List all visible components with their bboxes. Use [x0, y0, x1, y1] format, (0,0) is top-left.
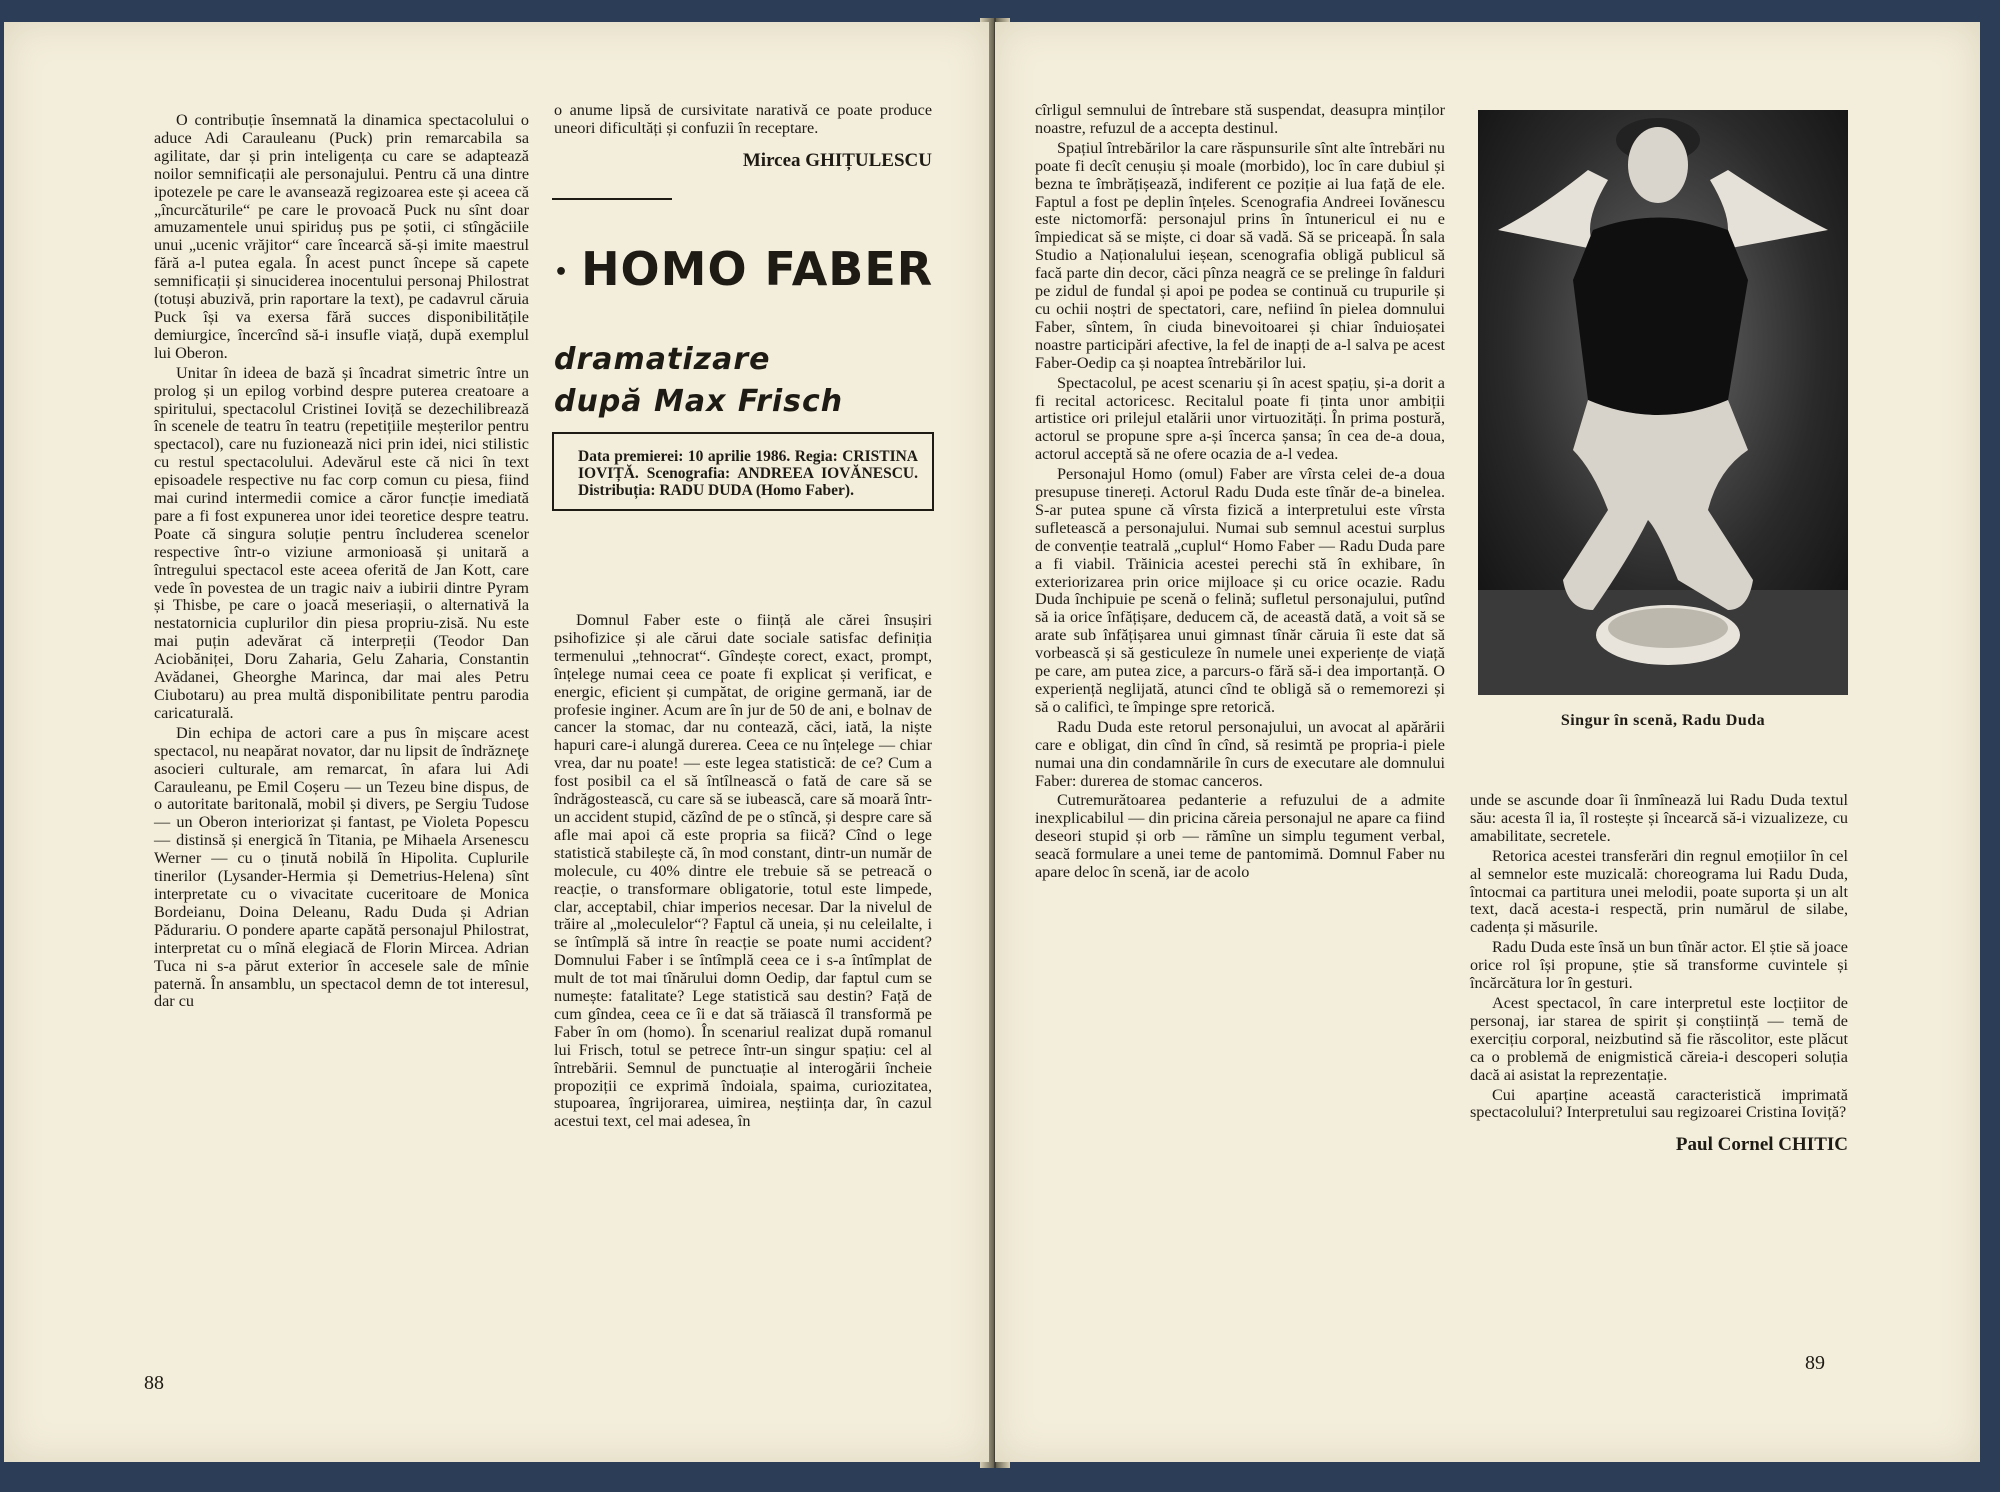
paragraph: Retorica acestei transferări din regnul emoțiilor în cel al semnelor este muzicală: choreograma lui Radu Duda, întocmai ca partitura unei melodii, poate suporta și un alt text, dacă acesta-i respectă, prin numărul de silabe, cadența și măsurile.: [1470, 846, 1848, 937]
left-column-2-body: [554, 612, 932, 1131]
premiere-info-box: [552, 432, 934, 511]
paragraph: O contribuție însemnată la dinamica spectacolului o aduce Adi Carauleanu (Puck) prin remarcabila sa agilitate, dar și prin inteligența cu care se adaptează noilor semnificații ale personajului. Pentru că una dintre ipotezele pe care le avansează regizoarea este și aceea că „încurcăturile“ pe care le provoacă Puck nu sînt doar amuzamentele unui spiriduș pus pe șotii, ci stîngăciile unui „ucenic vrăjitor“ care încearcă să-și imite maestrul fără a-l putea egala. În acest punct începe să capete semnificații și sinuciderea inocentului personaj Philostrat (totuși abuzivă, prin raportare la text), pe cadavrul căruia Puck își va exersa fără succes disponibilitățile demiurgice, încercînd să-i insufle viață, după exemplul lui Oberon.: [154, 111, 529, 362]
right-page: [995, 22, 1980, 1462]
article-subtitle: după Max Frisch: [554, 384, 844, 419]
paragraph: Cutremurătoarea pedanterie a refuzului de a admite inexplicabilul — din pricina căreia personajul ne apare ca fiind deseori stupid și orb — rămîne un simplu tegument verbal, seacă formulare a unei teme de pantomimă. Domnul Faber nu apare deloc în scenă, iar de acolo: [1035, 791, 1445, 882]
left-column-1: [154, 112, 529, 1011]
paragraph: o anume lipsă de cursivitate narativă ce poate produce uneori dificultăți și confuzii în receptare.: [554, 101, 932, 137]
paragraph: Radu Duda este retorul personajului, un avocat al apărării care e obligat, din cînd în cînd, să resimtă pe propria-i piele numai una din condamnările în curs de executare ale domnului Faber: durerea de stomac canceros.: [1035, 717, 1445, 790]
paragraph: Unitar în ideea de bază și încadrat simetric între un prolog și un epilog vorbind despre puterea creatoare a spiritului, spectacolul Cristinei Ioviță se dezechilibrează în scenele de teatru în teatru (repetițiile meșterilor pentru spectacol), care nu fuzionează nici prin idei, nici stilistic cu restul spectacolului. Adevărul este că nici în text episoadele respective nu fac corp comun cu piesa, fiind mai curind intermedii comice a căror funcție imediată pare a fi fost expunerea unor idei teoretice despre teatru. Poate că singura soluție pentru încluderea scenelor respective într-o viziune armonioasă și unitară a întregului spectacol este aceea oferită de Jan Kott, care vede în povestea de un tragic naiv a iubirii dintre Pyram și Thisbe, pe care o joacă meseriașii, o alternativă la nestatornicia cuplurilor din piesa propriu-zisă. Nu este mai puțin adevărat că interpreții (Teodor Dan Aciobăniței, Doru Zaharia, Gelu Zaharia, Constantin Avădanei, Gheorghe Marinca, dar mai ales Petru Ciubotaru) au prea multă disponibilitate pentru parodia caricaturală.: [154, 363, 529, 722]
right-column-1: [1035, 102, 1445, 882]
actor-photo: [1478, 110, 1848, 695]
paragraph: unde se ascunde doar îi înmînează lui Radu Duda textul său: acesta îl ia, îl rostește și încearcă să-i vizualizeze, cu amabilitate, secretele.: [1470, 791, 1848, 845]
author-signature: Paul Cornel CHITIC: [1675, 1134, 1848, 1156]
photo-caption: Singur în scenă, Radu Duda: [1560, 712, 1766, 729]
paragraph: Spectacolul, pe acest scenariu și în acest spațiu, și-a dorit a fi recital actoricesc. Recitalul poate fi ținta unor ambiții artistice ori prilejul etalării unor virtuozități. În prima postură, actorul se propune spre a-și încerca șansa; în cea de-a doua, actorul acceptă să ne ofere ocazia de a-l vedea.: [1035, 373, 1445, 464]
paragraph: Acest spectacol, în care interpretul este locțiitor de personaj, iar starea de spirit și conștiință — temă de exercițiu corporal, neizbutind să fie răscolitor, este plăcut ca o problemă de enigmistică căreia-i descoperi soluția dacă ai asistat la reprezentație.: [1470, 993, 1848, 1084]
paragraph: cîrligul semnului de întrebare stă suspendat, deasupra minților noastre, refuzul de a accepta destinul.: [1035, 101, 1445, 137]
left-column-2-intro: [554, 102, 932, 170]
author-signature: Mircea GHIȚULESCU: [742, 149, 932, 171]
paragraph: Personajul Homo (omul) Faber are vîrsta celei de-a doua presupuse tinereți. Actorul Radu Duda este tînăr de-a binelea. S-ar putea spune că vîrsta fizică a interpretului este vîrsta sufletească a personajului. Numai sub semnul acestui surplus de convenție teatrală „cuplul“ Homo Faber — Radu Duda pare a fi viabil. Trăinicia acestei perechi stă în exhibare, în exteriorizarea prin orice mijloace și cu orice ocazie. Radu Duda închipuie pe scenă o felină; sufletul personajului, putînd să ia orice înfățișare, deducem că, de această dată, a voit să se arate sub înfățișarea unui gimnast tînăr căruia îi este dat să vorbească și să gesticuleze în numele unei experiențe de viață pe care, am putea zice, a parcurs-o fără să-i dea importanță. O experiență neglijată, atunci cînd te obligă să o rememorezi și să o calificì, te împinge spre retorică.: [1035, 465, 1445, 716]
left-page: [4, 22, 989, 1462]
divider: [552, 198, 672, 200]
article-title: [554, 242, 933, 296]
page-number: 89: [1805, 1352, 1825, 1374]
paragraph: Spațiul întrebărilor la care răspunsurile sînt alte întrebări nu poate fi decît cenușiu și moale (morbido), loc în care dubiul și bezna te îmbrățișează, indiferent ce poziție ai lua față de ele. Faptul a fost pe deplin înțeles. Scenografia Andreei Iovănescu este nictomorfă: personajul prins în întunericul ei nu e împiedicat să se miște, ci doar să vadă. Să se priceapă. În sala Studio a Naționalului ieșean, scenografia obligă publicul să facă parte din decor, căci pînza neagră ce se prelinge în falduri pe zidul de fundal și apoi pe podea se continuă cu trupurile și cu ochii noștri de spectatori, care, nefiind în pielea domnului Faber, sîntem, în ciuda binevoitoarei și chiar înduioșatei noastre participări afective, la fel de inapți de a-l salva pe acest Faber-Oedip ca și noaptea întrebărilor lui.: [1035, 138, 1445, 372]
premiere-info-text: Data premierei: 10 aprilie 1986. Regia: CRISTINA IOVIȚĂ. Scenografia: ANDREEA IOVĂNESCU. Distribuția: RADU DUDA (Homo Faber).: [578, 448, 918, 499]
paragraph: Cui aparține această caracteristică imprimată spectacolului? Interpretului sau regizoarei Cristina Ioviță?: [1470, 1085, 1848, 1122]
bullet-icon: •: [554, 260, 570, 285]
paragraph: Radu Duda este însă un bun tînăr actor. El știe să joace orice rol își propune, știe să transforme cuvintele și încărcătura lor în gesturi.: [1470, 938, 1848, 993]
paragraph: Din echipa de actori care a pus în mișcare acest spectacol, nu neapărat novator, dar nu lipsit de îndrăzneţe asocieri culturale, am remarcat, în afara lui Adi Carauleanu, pe Emil Coșeru — un Tezeu bine dispus, de o autoritate baritonală, mobil și divers, pe Sergiu Tudose — un Oberon interiorizat și fantast, pe Violeta Popescu — distinsă și energică în Titania, pe Mihaela Arsenescu Werner — cu o ținută nobilă în Hipolita. Cuplurile tinerilor (Lysander-Hermia și Demetrius-Helena) sînt interpretate cu o vivacitate cuceritoare de Monica Bordeianu, Doina Deleanu, Radu Duda și Adrian Pădurariu. O pondere aparte capătă personajul Philostrat, interpretat cu o mînă elegiacă de Florin Mircea. Adrian Tuca ni s-a părut exterior în accesele sale de mînie paternă. În ansamblu, un spectacol demn de tot interesul, dar cu: [154, 723, 529, 1011]
page-number: 88: [144, 1372, 164, 1394]
paragraph: Domnul Faber este o ființă ale cărei însușiri psihofizice și ale cărui date sociale satisfac definiția termenului „tehnocrat“. Gîndește corect, exact, prompt, înțelege numai ceea ce poate fi explicat și verificat, e energic, eficient și cumpătat, de origine germană, iar de profesie inginer. Acum are în jur de 50 de ani, e bolnav de cancer la stomac, dar nu contează, căci, iată, la niște hapuri care-i alungă durerea. Ceea ce nu înțelege — chiar vrea, dar nu poate! — este legea statistică: de ce? Cum a fost posibil ca el să întîlnească o fată de care să se îndrăgostească, cu care să se iubească, care să moară într-un accident stupid, căzînd de pe o stîncă, și despre care să afle mai apoi că este propria sa fiică? Cînd o lege statistică stabilește că, în mod constant, dintr-un număr de molecule, cu 40% dintre ele trebuie să se petreacă o reacție, o transformare obligatorie, totul este limpede, clar, acceptabil, chiar imperios necesar. Dar la nivelul de trăire al „moleculelor“? Faptul că uneia, și nu celeilalte, i se întîmplă să intre în reacție se poate numi accident? Domnului Faber i se întîmplă ceea ce i s-a întîmplat de mult de tot mai tînărului domn Oedip, dar faptul cum se numește: fatalitate? Lege statistică sau destin? Față de cum gîndea, ceea ce îi e dat să trăiască îl transformă pe Faber în om (homo). În scenariul realizat după romanul lui Frisch, totul se petrece într-un singur spațiu: cel al întrebării. Semnul de punctuație al interogării încheie propoziții ce exprimă îndoiala, spaima, curiozitatea, stupoarea, îngrijorarea, uimirea, neștiința dar, în cazul acestui text, cel mai adesea, în: [554, 611, 932, 1131]
kneeling-actor-image: [1478, 110, 1848, 695]
right-column-2: [1470, 792, 1848, 1154]
article-subtitle: dramatizare: [554, 342, 771, 377]
article-title-text: HOMO FABER: [581, 242, 934, 296]
